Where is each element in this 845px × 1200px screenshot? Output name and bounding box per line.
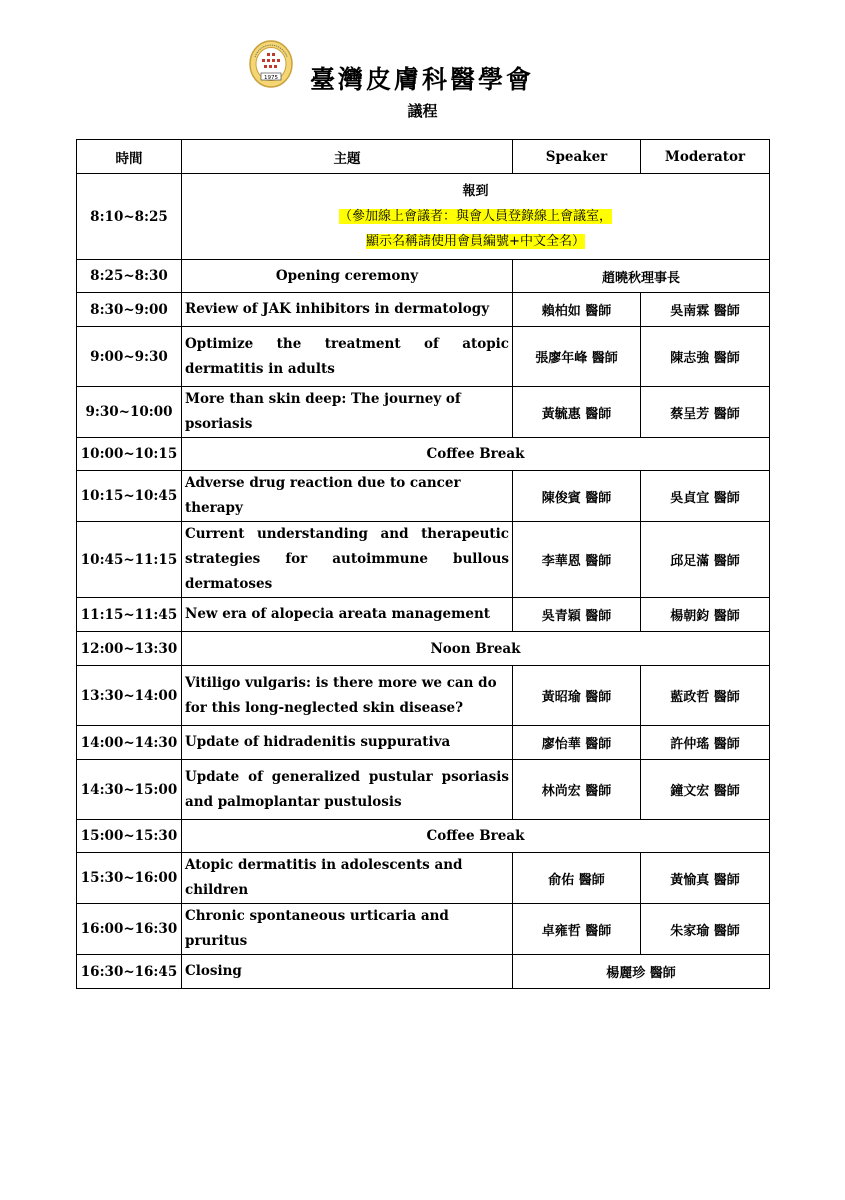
header-topic: 主題 bbox=[182, 140, 513, 174]
table-row bbox=[77, 955, 770, 989]
topic-cell: Atopic dermatitis in adolescents and children bbox=[182, 853, 513, 904]
time-cell: 8:25~8:30 bbox=[77, 260, 182, 293]
speaker-cell: 廖怡華 醫師 bbox=[513, 726, 641, 760]
topic-cell: Vitiligo vulgaris: is there more we can do for this long-neglected skin disease? bbox=[182, 666, 513, 726]
moderator-cell: 吳貞宜 醫師 bbox=[641, 471, 770, 522]
table-row bbox=[77, 327, 770, 387]
topic-cell: Optimize the treatment of atopic dermatitis in adults bbox=[182, 327, 513, 387]
speaker-cell: 李華恩 醫師 bbox=[513, 522, 641, 598]
checkin-note-line1: （參加線上會議者：與會人員登錄線上會議室， bbox=[338, 208, 612, 224]
table-row bbox=[77, 666, 770, 726]
table-row-checkin bbox=[77, 174, 770, 260]
time-cell: 8:10~8:25 bbox=[77, 174, 182, 260]
table-row-break bbox=[77, 820, 770, 853]
time-cell: 16:00~16:30 bbox=[77, 904, 182, 955]
table-row bbox=[77, 260, 770, 293]
time-cell: 8:30~9:00 bbox=[77, 293, 182, 327]
document-header bbox=[0, 38, 845, 128]
table-row bbox=[77, 598, 770, 632]
time-cell: 14:00~14:30 bbox=[77, 726, 182, 760]
moderator-cell: 邱足滿 醫師 bbox=[641, 522, 770, 598]
speaker-cell: 楊麗珍 醫師 bbox=[513, 955, 770, 989]
table-row bbox=[77, 293, 770, 327]
table-row bbox=[77, 760, 770, 820]
topic-cell: Adverse drug reaction due to cancer therapy bbox=[182, 471, 513, 522]
table-row bbox=[77, 522, 770, 598]
time-cell: 16:30~16:45 bbox=[77, 955, 182, 989]
header-speaker: Speaker bbox=[513, 140, 641, 174]
table-row bbox=[77, 904, 770, 955]
moderator-cell: 許仲瑤 醫師 bbox=[641, 726, 770, 760]
header-time: 時間 bbox=[77, 140, 182, 174]
topic-cell: Opening ceremony bbox=[182, 260, 513, 293]
topic-cell: Update of hidradenitis suppurativa bbox=[182, 726, 513, 760]
break-cell: Coffee Break bbox=[182, 820, 770, 853]
topic-cell: More than skin deep: The journey of psoriasis bbox=[182, 387, 513, 438]
association-seal-icon bbox=[249, 40, 293, 88]
checkin-note-line2: 顯示名稱請使用會員編號+中文全名） bbox=[366, 233, 585, 249]
moderator-cell: 吳南霖 醫師 bbox=[641, 293, 770, 327]
moderator-cell: 楊朝鈞 醫師 bbox=[641, 598, 770, 632]
topic-cell: Chronic spontaneous urticaria and pruritus bbox=[182, 904, 513, 955]
topic-cell: Current understanding and therapeutic strategies for autoimmune bullous dermatoses bbox=[182, 522, 513, 598]
checkin-cell bbox=[182, 174, 770, 260]
moderator-cell: 藍政哲 醫師 bbox=[641, 666, 770, 726]
speaker-cell: 賴柏如 醫師 bbox=[513, 293, 641, 327]
time-cell: 10:00~10:15 bbox=[77, 438, 182, 471]
moderator-cell: 黃愉真 醫師 bbox=[641, 853, 770, 904]
society-name: 臺灣皮膚科醫學會 bbox=[310, 65, 535, 94]
time-cell: 10:15~10:45 bbox=[77, 471, 182, 522]
table-row bbox=[77, 471, 770, 522]
table-row bbox=[77, 387, 770, 438]
table-row-break bbox=[77, 438, 770, 471]
document-title: 議程 bbox=[407, 102, 438, 120]
time-cell: 14:30~15:00 bbox=[77, 760, 182, 820]
speaker-cell: 趙曉秋理事長 bbox=[513, 260, 770, 293]
topic-cell: Update of generalized pustular psoriasis and palmoplantar pustulosis bbox=[182, 760, 513, 820]
seal-year: 1975 bbox=[264, 75, 278, 81]
time-cell: 10:45~11:15 bbox=[77, 522, 182, 598]
time-cell: 11:15~11:45 bbox=[77, 598, 182, 632]
time-cell: 12:00~13:30 bbox=[77, 632, 182, 666]
speaker-cell: 林尚宏 醫師 bbox=[513, 760, 641, 820]
moderator-cell: 鐘文宏 醫師 bbox=[641, 760, 770, 820]
header-moderator: Moderator bbox=[641, 140, 770, 174]
speaker-cell: 俞佑 醫師 bbox=[513, 853, 641, 904]
table-row-break bbox=[77, 632, 770, 666]
break-cell: Coffee Break bbox=[182, 438, 770, 471]
time-cell: 9:00~9:30 bbox=[77, 327, 182, 387]
table-header-row bbox=[77, 140, 770, 174]
topic-cell: New era of alopecia areata management bbox=[182, 598, 513, 632]
table-row bbox=[77, 853, 770, 904]
topic-cell: Closing bbox=[182, 955, 513, 989]
speaker-cell: 張廖年峰 醫師 bbox=[513, 327, 641, 387]
speaker-cell: 黃昭瑜 醫師 bbox=[513, 666, 641, 726]
moderator-cell: 朱家瑜 醫師 bbox=[641, 904, 770, 955]
speaker-cell: 黃毓惠 醫師 bbox=[513, 387, 641, 438]
time-cell: 15:00~15:30 bbox=[77, 820, 182, 853]
table-row bbox=[77, 726, 770, 760]
speaker-cell: 卓雍哲 醫師 bbox=[513, 904, 641, 955]
time-cell: 9:30~10:00 bbox=[77, 387, 182, 438]
break-cell: Noon Break bbox=[182, 632, 770, 666]
checkin-title: 報到 bbox=[462, 183, 489, 199]
moderator-cell: 蔡呈芳 醫師 bbox=[641, 387, 770, 438]
time-cell: 13:30~14:00 bbox=[77, 666, 182, 726]
speaker-cell: 陳俊賓 醫師 bbox=[513, 471, 641, 522]
moderator-cell: 陳志強 醫師 bbox=[641, 327, 770, 387]
agenda-table bbox=[76, 139, 770, 989]
time-cell: 15:30~16:00 bbox=[77, 853, 182, 904]
topic-cell: Review of JAK inhibitors in dermatology bbox=[182, 293, 513, 327]
speaker-cell: 吳青穎 醫師 bbox=[513, 598, 641, 632]
